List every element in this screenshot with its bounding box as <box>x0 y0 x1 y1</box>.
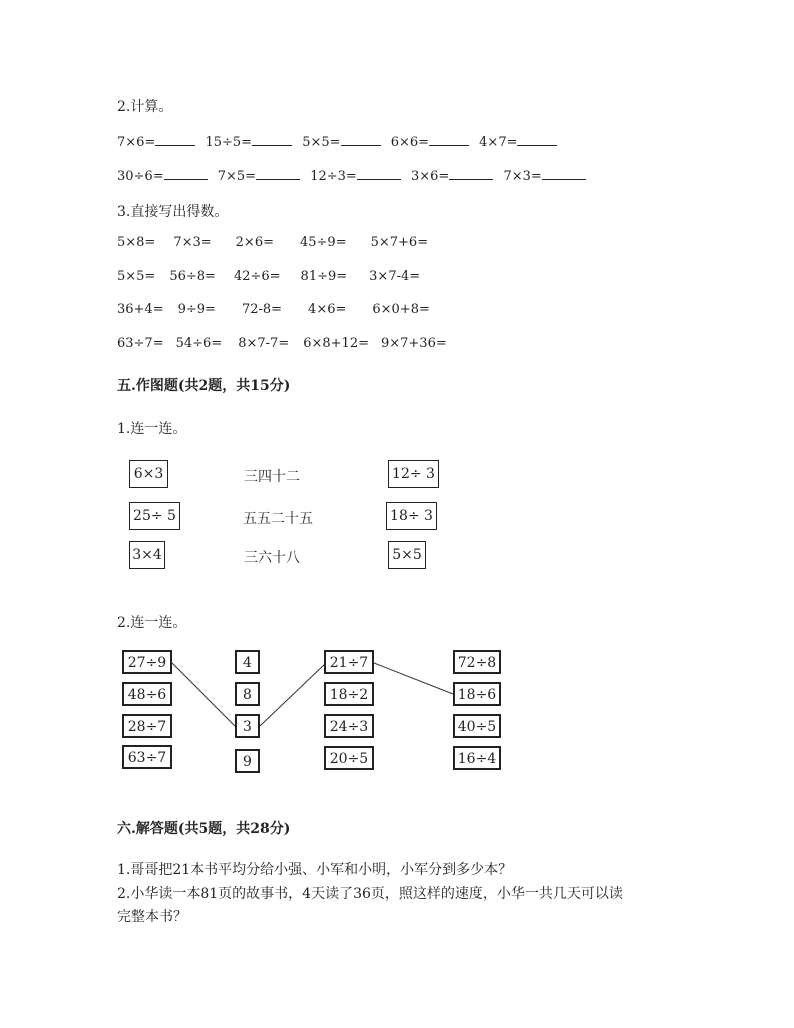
direct-item: 7×3= <box>173 235 212 250</box>
match-card-right-3[interactable]: 5×5 <box>388 541 426 569</box>
match-card-left-1[interactable]: 6×3 <box>129 460 168 488</box>
calc-item: 7×6= <box>117 135 156 150</box>
match-card-col4-2[interactable]: 18÷6 <box>453 682 501 706</box>
match-card-left-3[interactable]: 3×4 <box>129 541 165 569</box>
direct-item: 8×7-7= <box>238 336 290 351</box>
calc-item: 4×7= <box>479 135 518 150</box>
section6-heading: 六.解答题(共5题，共28分) <box>117 821 291 837</box>
match-card-col4-3[interactable]: 40÷5 <box>453 714 501 738</box>
match-phrase-3[interactable]: 三六十八 <box>244 550 300 566</box>
match-card-col1-1[interactable]: 27÷9 <box>122 650 172 674</box>
match-card-col2-1[interactable]: 4 <box>235 650 260 674</box>
match-phrase-1[interactable]: 三四十二 <box>244 469 300 485</box>
section5-q2-heading: 2.连一连。 <box>117 615 187 631</box>
calc-item: 30÷6= <box>117 169 164 184</box>
direct-item: 36+4= <box>117 302 164 317</box>
match-card-right-2[interactable]: 18÷ 3 <box>386 502 437 530</box>
match-card-col1-3[interactable]: 28÷7 <box>122 714 172 738</box>
direct-item: 5×7+6= <box>370 235 429 250</box>
match-card-col1-2[interactable]: 48÷6 <box>122 682 172 706</box>
calc-item: 15÷5= <box>205 135 253 150</box>
connection-line <box>374 663 453 694</box>
direct-item: 56÷8= <box>169 269 216 284</box>
section6-q2-line1: 2.小华读一本81页的故事书，4天读了36页，照这样的速度，小华一共几天可以读 <box>117 886 623 902</box>
direct-item: 45÷9= <box>299 235 347 250</box>
match-phrase-2[interactable]: 五五二十五 <box>243 511 313 527</box>
direct-item: 6×0+8= <box>372 302 430 317</box>
section5-heading: 五.作图题(共2题，共15分) <box>117 378 291 394</box>
calc-item: 5×5= <box>302 135 341 150</box>
direct-item: 54÷6= <box>175 336 223 351</box>
match-card-col3-3[interactable]: 24÷3 <box>324 714 374 738</box>
match-card-col3-2[interactable]: 18÷2 <box>324 682 374 706</box>
calc-heading: 2.计算。 <box>117 99 173 115</box>
direct-item: 4×6= <box>308 302 347 317</box>
calc-item: 7×5= <box>217 169 257 184</box>
match-card-col4-4[interactable]: 16÷4 <box>453 746 501 770</box>
direct-item: 2×6= <box>235 235 274 250</box>
calc-item: 12÷3= <box>310 169 357 184</box>
direct-item: 9÷9= <box>177 302 216 317</box>
match-card-col4-1[interactable]: 72÷8 <box>453 650 501 674</box>
match-card-col2-2[interactable]: 8 <box>235 682 260 706</box>
match-card-col3-1[interactable]: 21÷7 <box>324 650 374 674</box>
direct-item: 42÷6= <box>233 269 281 284</box>
section5-q1-heading: 1.连一连。 <box>117 421 187 437</box>
direct-item: 81÷9= <box>300 269 348 284</box>
direct-item: 63÷7= <box>117 336 164 351</box>
direct-item: 3×7-4= <box>369 269 421 284</box>
direct-item: 72-8= <box>241 302 283 317</box>
section6-q1: 1.哥哥把21本书平均分给小强、小军和小明，小军分到多少本？ <box>117 862 513 878</box>
match-card-col3-4[interactable]: 20÷5 <box>324 746 374 770</box>
direct-item: 9×7+36= <box>380 336 447 351</box>
match-card-col1-4[interactable]: 63÷7 <box>122 745 172 769</box>
calc-item: 7×3= <box>503 169 542 184</box>
calc-item: 3×6= <box>410 169 450 184</box>
connection-line <box>260 663 326 726</box>
calc-item: 6×6= <box>390 135 430 150</box>
match-card-right-1[interactable]: 12÷ 3 <box>388 460 439 488</box>
direct-heading: 3.直接写出得数。 <box>117 204 229 220</box>
match-card-col2-3[interactable]: 3 <box>235 714 260 738</box>
section6-q2-line2: 完整本书？ <box>117 909 187 925</box>
connection-line <box>172 663 235 726</box>
direct-item: 5×5= <box>117 269 156 284</box>
direct-item: 5×8= <box>117 235 156 250</box>
direct-item: 6×8+12= <box>303 336 369 351</box>
match-card-col2-4[interactable]: 9 <box>235 749 260 773</box>
match-card-left-2[interactable]: 25÷ 5 <box>129 502 180 530</box>
